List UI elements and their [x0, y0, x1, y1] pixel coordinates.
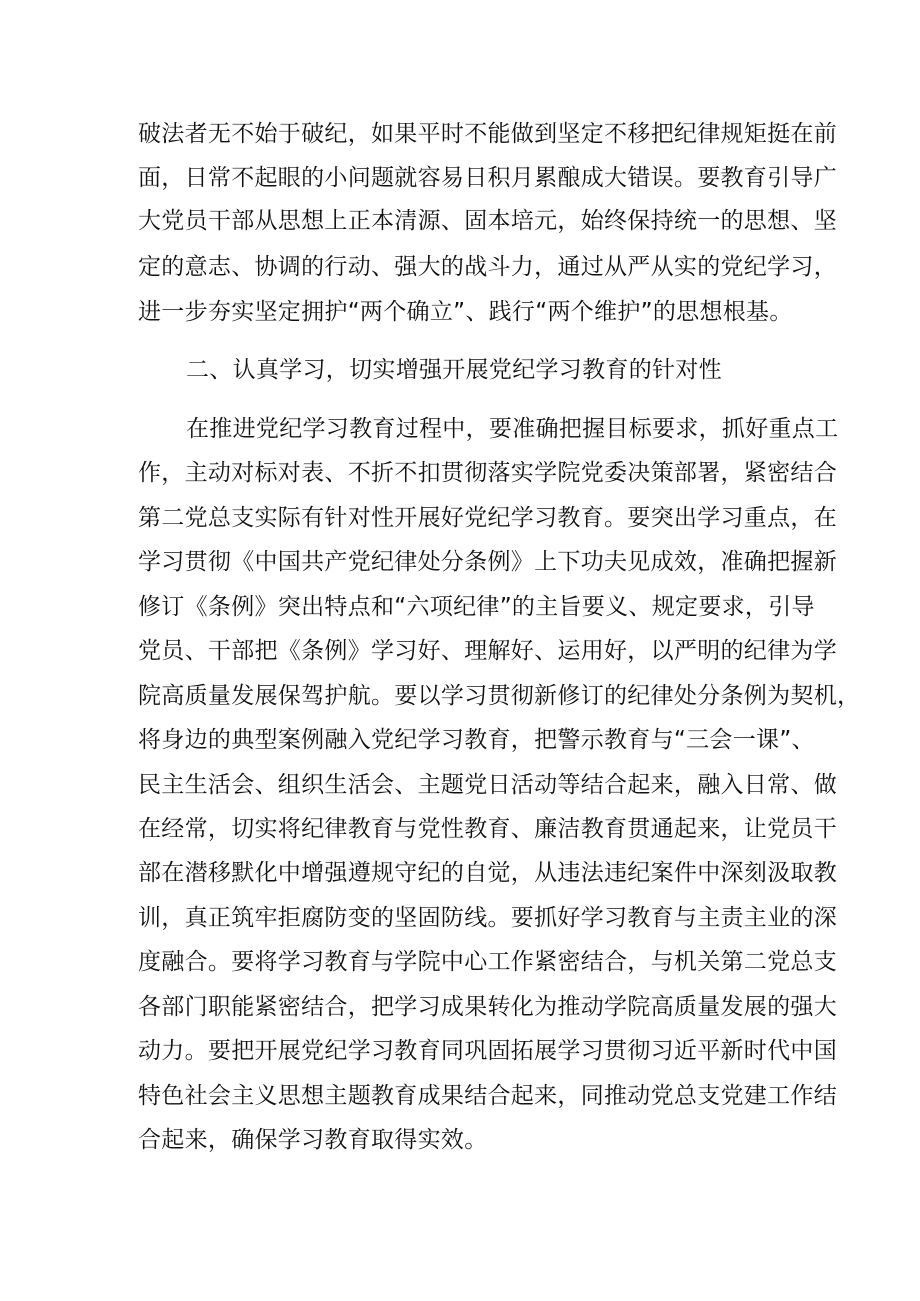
paragraph-2-line: 度融合。要将学习教育与学院中心工作紧密结合，与机关第二党总支: [138, 949, 837, 975]
paragraph-2-line: 民主生活会、组织生活会、主题党日活动等结合起来，融入日常、做: [138, 772, 837, 798]
section-heading: 二、认真学习，切实增强开展党纪学习教育的针对性: [186, 357, 722, 383]
paragraph-2-line: 特色社会主义思想主题教育成果结合起来，同推动党总支党建工作结: [138, 1083, 837, 1109]
paragraph-1-line: 破法者无不始于破纪，如果平时不能做到坚定不移把纪律规矩挺在前: [138, 121, 837, 147]
paragraph-1-line: 大党员干部从思想上正本清源、固本培元，始终保持统一的思想、坚: [138, 208, 837, 234]
paragraph-2-line: 动力。要把开展党纪学习教育同巩固拓展学习贯彻习近平新时代中国: [138, 1038, 837, 1064]
paragraph-1-line: 定的意志、协调的行动、强大的战斗力，通过从严从实的党纪学习，: [138, 254, 837, 280]
paragraph-2-line: 部在潜移默化中增强遵规守纪的自觉，从违法违纪案件中深刻汲取教: [138, 860, 837, 886]
paragraph-2-line: 学习贯彻《中国共产党纪律处分条例》上下功夫见成效，准确把握新: [138, 549, 837, 575]
paragraph-2-line: 作，主动对标对表、不折不扣贯彻落实学院党委决策部署，紧密结合: [138, 460, 837, 486]
paragraph-2-line: 修订《条例》突出特点和“六项纪律”的主旨要义、规定要求，引导: [138, 594, 815, 620]
paragraph-2-line: 在推进党纪学习教育过程中，要准确把握目标要求，抓好重点工: [186, 416, 839, 442]
paragraph-2-line: 各部门职能紧密结合，把学习成果转化为推动学院高质量发展的强大: [138, 994, 837, 1020]
paragraph-2-line: 党员、干部把《条例》学习好、理解好、运用好，以严明的纪律为学: [138, 638, 837, 664]
paragraph-2-line: 第二党总支实际有针对性开展好党纪学习教育。要突出学习重点，在: [138, 505, 837, 531]
paragraph-2-line: 院高质量发展保驾护航。要以学习贯彻新修订的纪律处分条例为契机，: [138, 683, 861, 709]
paragraph-1-line: 面，日常不起眼的小问题就容易日积月累酿成大错误。要教育引导广: [138, 165, 837, 191]
paragraph-2-line: 合起来，确保学习教育取得实效。: [138, 1127, 488, 1153]
paragraph-2-line: 在经常，切实将纪律教育与党性教育、廉洁教育贯通起来，让党员干: [138, 816, 837, 842]
paragraph-2-line: 将身边的典型案例融入党纪学习教育，把警示教育与“三会一课”、: [138, 727, 815, 753]
paragraph-1-line: 进一步夯实坚定拥护“两个确立”、践行“两个维护”的思想根基。: [138, 299, 793, 325]
paragraph-2-line: 训，真正筑牢拒腐防变的坚固防线。要抓好学习教育与主责主业的深: [138, 905, 837, 931]
